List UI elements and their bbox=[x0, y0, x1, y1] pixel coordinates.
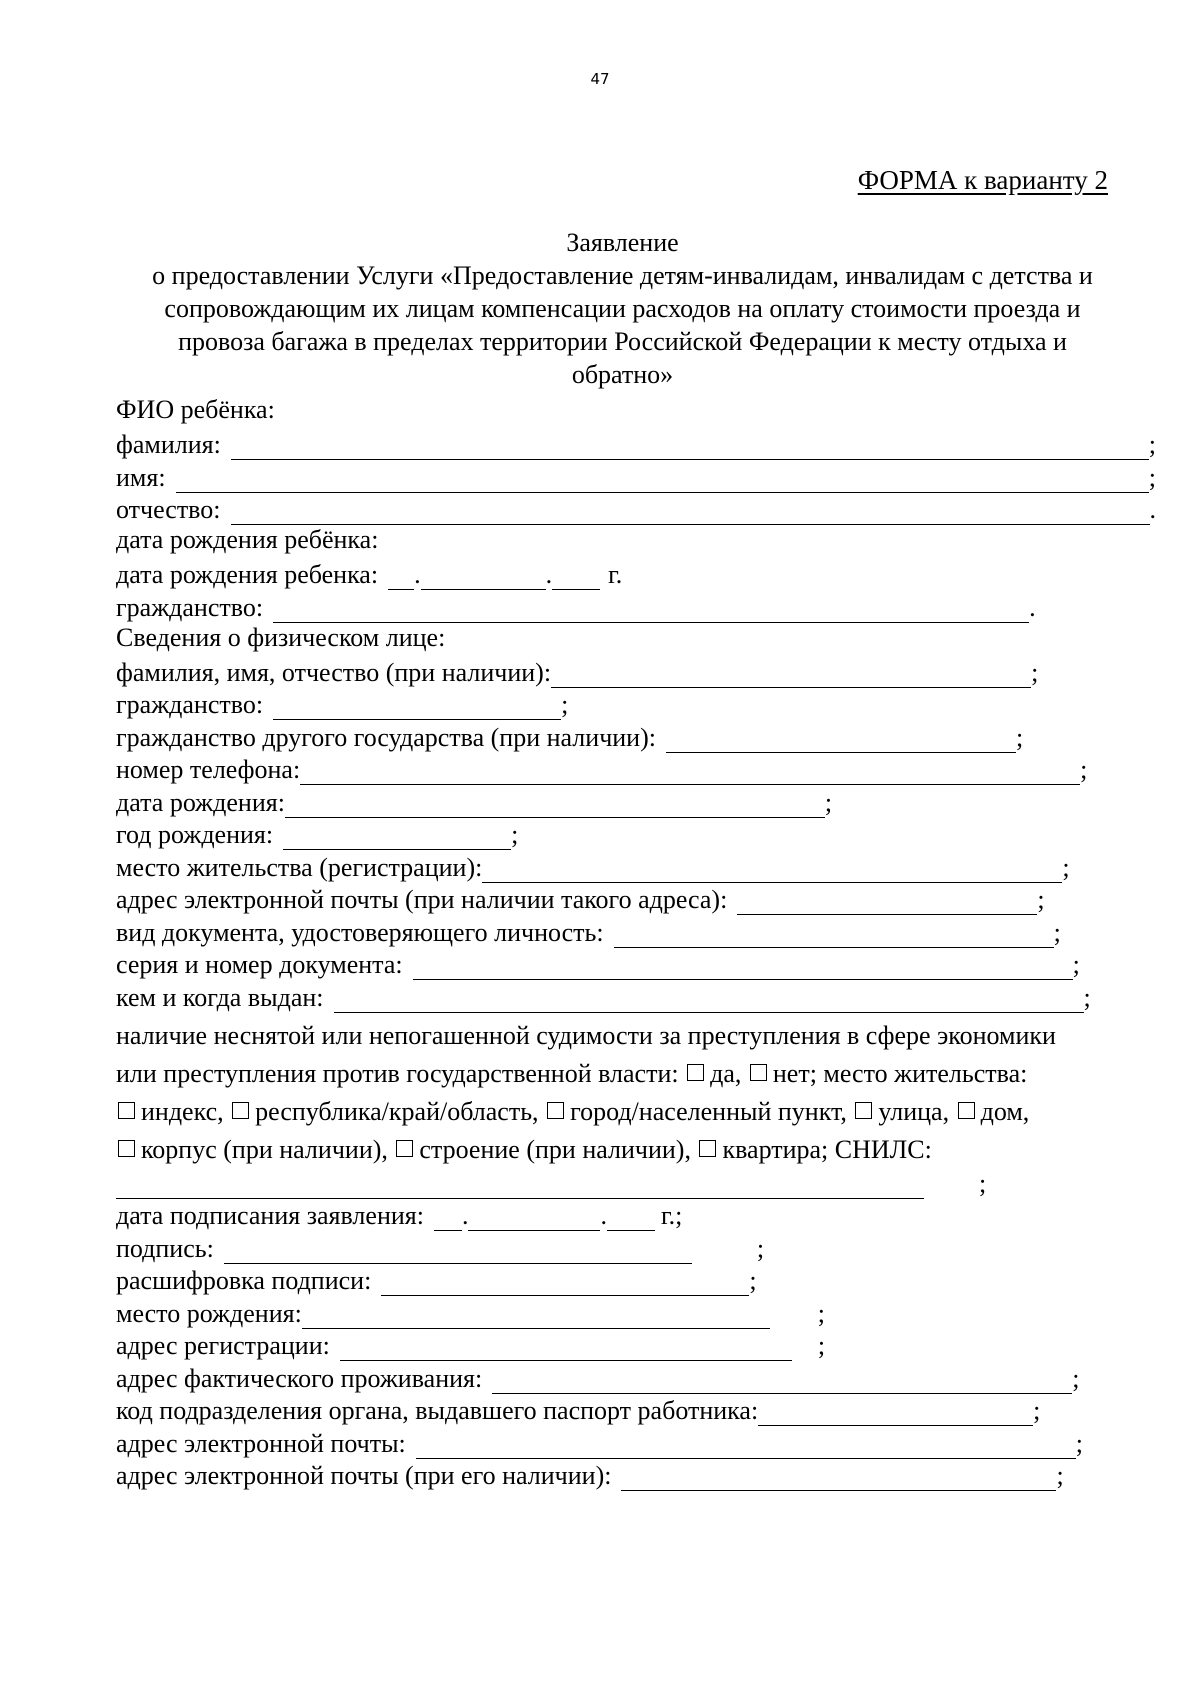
field-label: отчество: bbox=[116, 495, 221, 524]
checkbox-region[interactable] bbox=[232, 1102, 249, 1119]
title-line: о предоставлении Услуги «Предоставление детям-инвалидам, инвалидам с детства и bbox=[152, 261, 1093, 290]
child-patronymic-field[interactable] bbox=[231, 502, 1150, 525]
form-body bbox=[116, 395, 1156, 1491]
document-title bbox=[100, 226, 1145, 391]
field-label: фамилия, имя, отчество (при наличии): bbox=[116, 657, 552, 687]
child-dob-month-field[interactable] bbox=[421, 567, 546, 590]
field-label: место рождения: bbox=[116, 1298, 302, 1328]
child-name-field[interactable] bbox=[176, 470, 1149, 493]
signature-field[interactable] bbox=[224, 1241, 692, 1264]
birthplace-row: место рождения: ; bbox=[116, 1298, 826, 1328]
field-label: адрес электронной почты (при наличии такого адреса): bbox=[116, 885, 728, 914]
person-other-citizenship-field[interactable] bbox=[666, 730, 1016, 753]
checkbox-building[interactable] bbox=[118, 1140, 135, 1157]
checkbox-yes[interactable] bbox=[687, 1064, 704, 1081]
conviction-paragraph bbox=[116, 1017, 1156, 1169]
signing-date-day-field[interactable] bbox=[434, 1208, 462, 1231]
field-label: имя: bbox=[116, 462, 166, 492]
person-fio-row: фамилия, имя, отчество (при наличии): ; bbox=[116, 657, 1039, 687]
field-label: гражданство: bbox=[116, 690, 264, 719]
person-other-citizenship-row: гражданство другого государства (при наличии): ; bbox=[116, 722, 1024, 752]
field-label: расшифровка подписи: bbox=[116, 1266, 372, 1295]
field-label: дата подписания заявления: bbox=[116, 1201, 424, 1230]
person-id-doc-field[interactable] bbox=[614, 925, 1054, 948]
person-fio-field[interactable] bbox=[551, 665, 1031, 688]
person-residence-row: место жительства (регистрации): ; bbox=[116, 852, 1070, 882]
title-line: сопровождающим их лицам компенсации расходов на оплату стоимости проезда и bbox=[164, 294, 1081, 323]
email-optional-field[interactable] bbox=[621, 1468, 1056, 1491]
checkbox-street[interactable] bbox=[855, 1102, 872, 1119]
child-name-row: имя: ; bbox=[116, 462, 1156, 492]
page-number: 47 bbox=[590, 70, 610, 88]
field-label: гражданство: bbox=[116, 592, 264, 622]
email-row: адрес электронной почты: ; bbox=[116, 1428, 1084, 1458]
conviction-line: наличие неснятой или непогашенной судимости за преступления в сфере экономики bbox=[116, 1020, 1056, 1050]
child-surname-field[interactable] bbox=[231, 437, 1149, 460]
birthplace-field[interactable] bbox=[302, 1306, 770, 1329]
conviction-line: корпус (при наличии), строение (при наличии), квартира; СНИЛС: bbox=[116, 1131, 1156, 1169]
person-email-field[interactable] bbox=[737, 892, 1037, 915]
person-residence-field[interactable] bbox=[482, 860, 1062, 883]
checkbox-no[interactable] bbox=[750, 1064, 767, 1081]
person-phone-field[interactable] bbox=[300, 762, 1080, 785]
field-label: номер телефона: bbox=[116, 755, 301, 784]
person-birth-year-field[interactable] bbox=[283, 827, 511, 850]
field-label: место жительства (регистрации): bbox=[116, 852, 483, 882]
child-dob-year-field[interactable] bbox=[552, 567, 600, 590]
person-birth-year-row: год рождения: ; bbox=[116, 820, 519, 849]
person-issued-by-row: кем и когда выдан: ; bbox=[116, 982, 1091, 1012]
snils-field[interactable] bbox=[116, 1176, 924, 1199]
person-issued-by-field[interactable] bbox=[334, 990, 1084, 1013]
field-label: серия и номер документа: bbox=[116, 950, 403, 979]
child-dob-heading: дата рождения ребёнка: bbox=[116, 525, 379, 554]
person-id-doc-row: вид документа, удостоверяющего личность: ; bbox=[116, 917, 1061, 947]
child-surname-row: фамилия: ; bbox=[116, 430, 1156, 459]
child-dob-day-field[interactable] bbox=[388, 567, 414, 590]
checkbox-structure[interactable] bbox=[396, 1140, 413, 1157]
child-citizenship-row: гражданство: . bbox=[116, 592, 1036, 622]
person-citizenship-field[interactable] bbox=[273, 697, 561, 720]
title-line: провоза багажа в пределах территории Российской Федерации к месту отдыха и bbox=[178, 327, 1067, 356]
signing-date-year-field[interactable] bbox=[607, 1208, 655, 1231]
checkbox-apartment[interactable] bbox=[699, 1140, 716, 1157]
child-citizenship-field[interactable] bbox=[273, 600, 1029, 623]
person-doc-series-row: серия и номер документа: ; bbox=[116, 950, 1080, 979]
signature-decoding-row: расшифровка подписи: ; bbox=[116, 1266, 757, 1295]
actual-address-field[interactable] bbox=[492, 1371, 1072, 1394]
person-email-such-row: адрес электронной почты (при наличии такого адреса): ; bbox=[116, 885, 1045, 914]
field-label: год рождения: bbox=[116, 820, 274, 849]
snils-row: ; bbox=[116, 1169, 1156, 1199]
title-line: обратно» bbox=[571, 360, 674, 389]
reg-address-field[interactable] bbox=[340, 1338, 792, 1361]
form-variant-label: ФОРМА к варианту 2 bbox=[857, 165, 1108, 195]
field-label: подпись: bbox=[116, 1233, 214, 1263]
person-heading: Сведения о физическом лице: bbox=[116, 622, 446, 652]
field-label: адрес регистрации: bbox=[116, 1331, 330, 1360]
checkbox-city[interactable] bbox=[547, 1102, 564, 1119]
person-citizenship-row: гражданство: ; bbox=[116, 690, 569, 719]
signature-row: подпись: ; bbox=[116, 1233, 765, 1263]
child-dob-row: дата рождения ребенка: . . г. bbox=[116, 560, 623, 589]
person-phone-row: номер телефона: ; bbox=[116, 755, 1088, 784]
email-optional-row: адрес электронной почты (при его наличии): ; bbox=[116, 1461, 1064, 1490]
field-label: кем и когда выдан: bbox=[116, 982, 324, 1012]
person-dob-field[interactable] bbox=[285, 795, 825, 818]
field-label: адрес электронной почты (при его наличии): bbox=[116, 1461, 612, 1490]
field-label: гражданство другого государства (при наличии): bbox=[116, 722, 656, 752]
email-field[interactable] bbox=[416, 1436, 1076, 1459]
division-code-row: код подразделения органа, выдавшего паспорт работника: ; bbox=[116, 1396, 1041, 1425]
conviction-line: индекс, республика/край/область, город/населенный пункт, улица, дом, bbox=[116, 1093, 1156, 1131]
child-fio-heading: ФИО ребёнка: bbox=[116, 395, 275, 424]
child-patronymic-row: отчество: . bbox=[116, 495, 1156, 524]
division-code-field[interactable] bbox=[758, 1403, 1033, 1426]
field-label: код подразделения органа, выдавшего паспорт работника: bbox=[116, 1396, 759, 1425]
field-label: фамилия: bbox=[116, 430, 221, 459]
checkbox-house[interactable] bbox=[958, 1102, 975, 1119]
field-label: адрес электронной почты: bbox=[116, 1428, 406, 1458]
title-line: Заявление bbox=[566, 228, 679, 257]
field-label: дата рождения: bbox=[116, 787, 285, 817]
reg-address-row: адрес регистрации: ; bbox=[116, 1331, 826, 1360]
person-doc-series-field[interactable] bbox=[413, 957, 1073, 980]
field-label: вид документа, удостоверяющего личность: bbox=[116, 917, 604, 947]
field-label: дата рождения ребенка: bbox=[116, 560, 379, 589]
signing-date-row: дата подписания заявления: . . г.; bbox=[116, 1201, 683, 1230]
person-dob-row: дата рождения: ; bbox=[116, 787, 833, 817]
actual-address-row: адрес фактического проживания: ; bbox=[116, 1363, 1080, 1393]
signature-decoding-field[interactable] bbox=[381, 1273, 749, 1296]
checkbox-index[interactable] bbox=[118, 1102, 135, 1119]
signing-date-month-field[interactable] bbox=[468, 1208, 600, 1231]
conviction-line: или преступления против государственной власти: да, нет; место жительства: bbox=[116, 1058, 1028, 1088]
field-label: адрес фактического проживания: bbox=[116, 1363, 483, 1393]
